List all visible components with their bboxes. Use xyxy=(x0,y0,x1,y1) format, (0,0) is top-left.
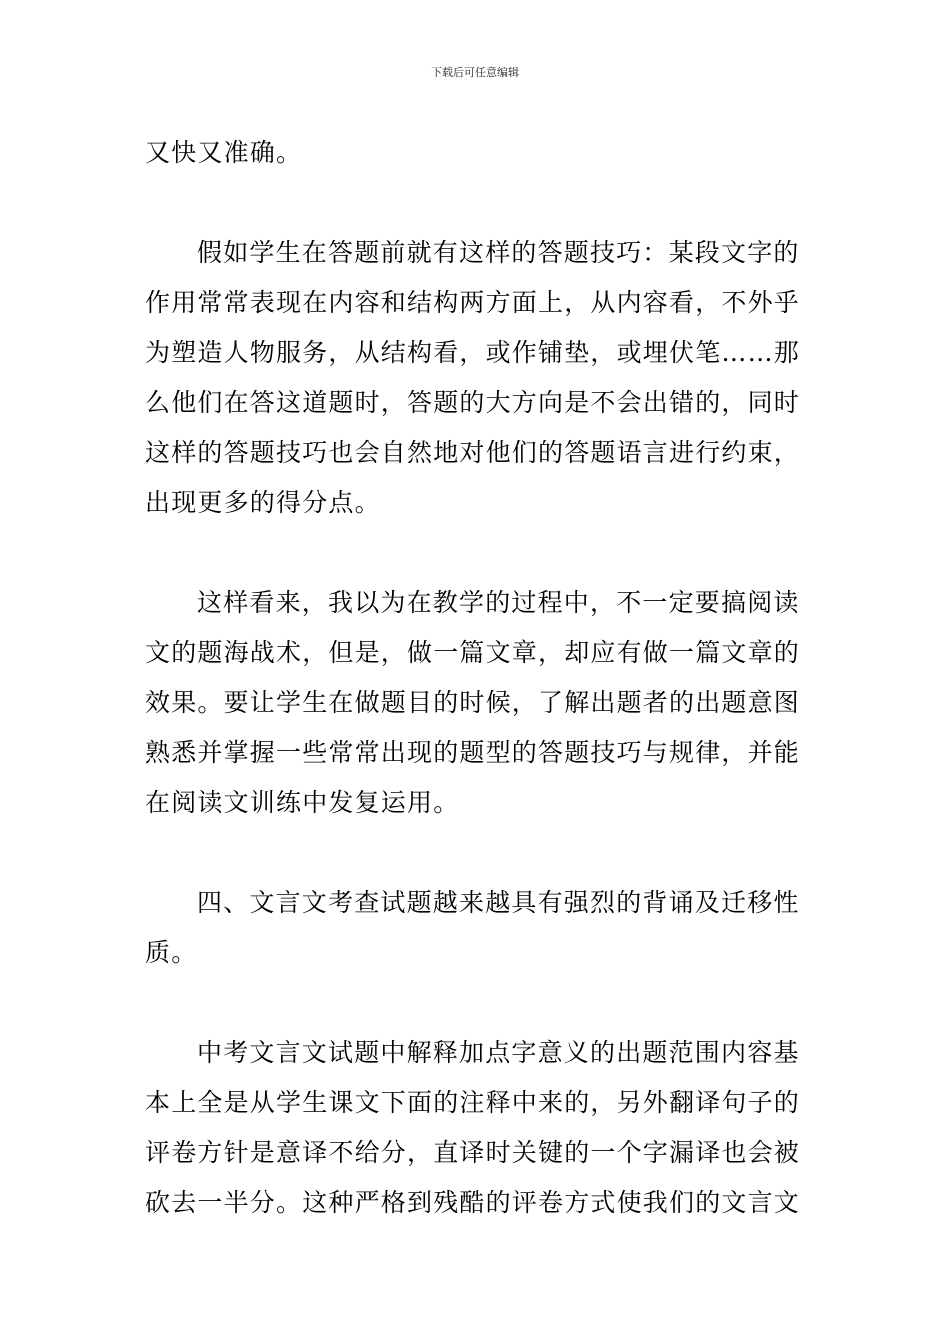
paragraph-2 xyxy=(145,228,805,528)
section-heading-line: 四、文言文考查试题越来越具有强烈的背诵及迁移性 xyxy=(197,888,800,917)
paragraph-line: 文的题海战术，但是，做一篇文章，却应有做一篇文章的 xyxy=(145,638,801,667)
paragraph-line: 为塑造人物服务，从结构看，或作铺垫，或埋伏笔……那 xyxy=(145,338,801,367)
paragraph-line: 本上全是从学生课文下面的注释中来的，另外翻译句子的 xyxy=(145,1088,801,1117)
document-body xyxy=(145,128,805,1228)
paragraph-gap xyxy=(145,178,805,228)
paragraph-1 xyxy=(145,128,805,178)
paragraph-4-heading xyxy=(145,878,805,978)
section-heading-line: 质。 xyxy=(145,938,198,967)
paragraph-line: 这样的答题技巧也会自然地对他们的答题语言进行约束， xyxy=(145,438,801,467)
paragraph-line: 又快又准确。 xyxy=(145,138,303,167)
paragraph-line: 在阅读文训练中发复运用。 xyxy=(145,788,460,817)
paragraph-line: 出现更多的得分点。 xyxy=(145,488,381,517)
paragraph-line: 中考文言文试题中解释加点字意义的出题范围内容基 xyxy=(197,1038,800,1067)
paragraph-line: 效果。要让学生在做题目的时候，了解出题者的出题意图 xyxy=(145,688,801,717)
paragraph-line: 作用常常表现在内容和结构两方面上，从内容看，不外乎 xyxy=(145,288,801,317)
paragraph-line: 假如学生在答题前就有这样的答题技巧：某段文字的 xyxy=(197,238,800,267)
paragraph-5 xyxy=(145,1028,805,1228)
paragraph-3 xyxy=(145,578,805,828)
paragraph-gap xyxy=(145,978,805,1028)
paragraph-line: 这样看来，我以为在教学的过程中，不一定要搞阅读 xyxy=(197,588,800,617)
paragraph-line: 么他们在答这道题时，答题的大方向是不会出错的，同时 xyxy=(145,388,801,417)
paragraph-line: 熟悉并掌握一些常常出现的题型的答题技巧与规律，并能 xyxy=(145,738,801,767)
paragraph-line: 砍去一半分。这种严格到残酷的评卷方式使我们的文言文 xyxy=(145,1188,801,1217)
paragraph-line: 评卷方针是意译不给分，直译时关键的一个字漏译也会被 xyxy=(145,1138,801,1167)
paragraph-gap xyxy=(145,528,805,578)
paragraph-gap xyxy=(145,828,805,878)
page-header-note: 下载后可任意编辑 xyxy=(431,66,519,79)
